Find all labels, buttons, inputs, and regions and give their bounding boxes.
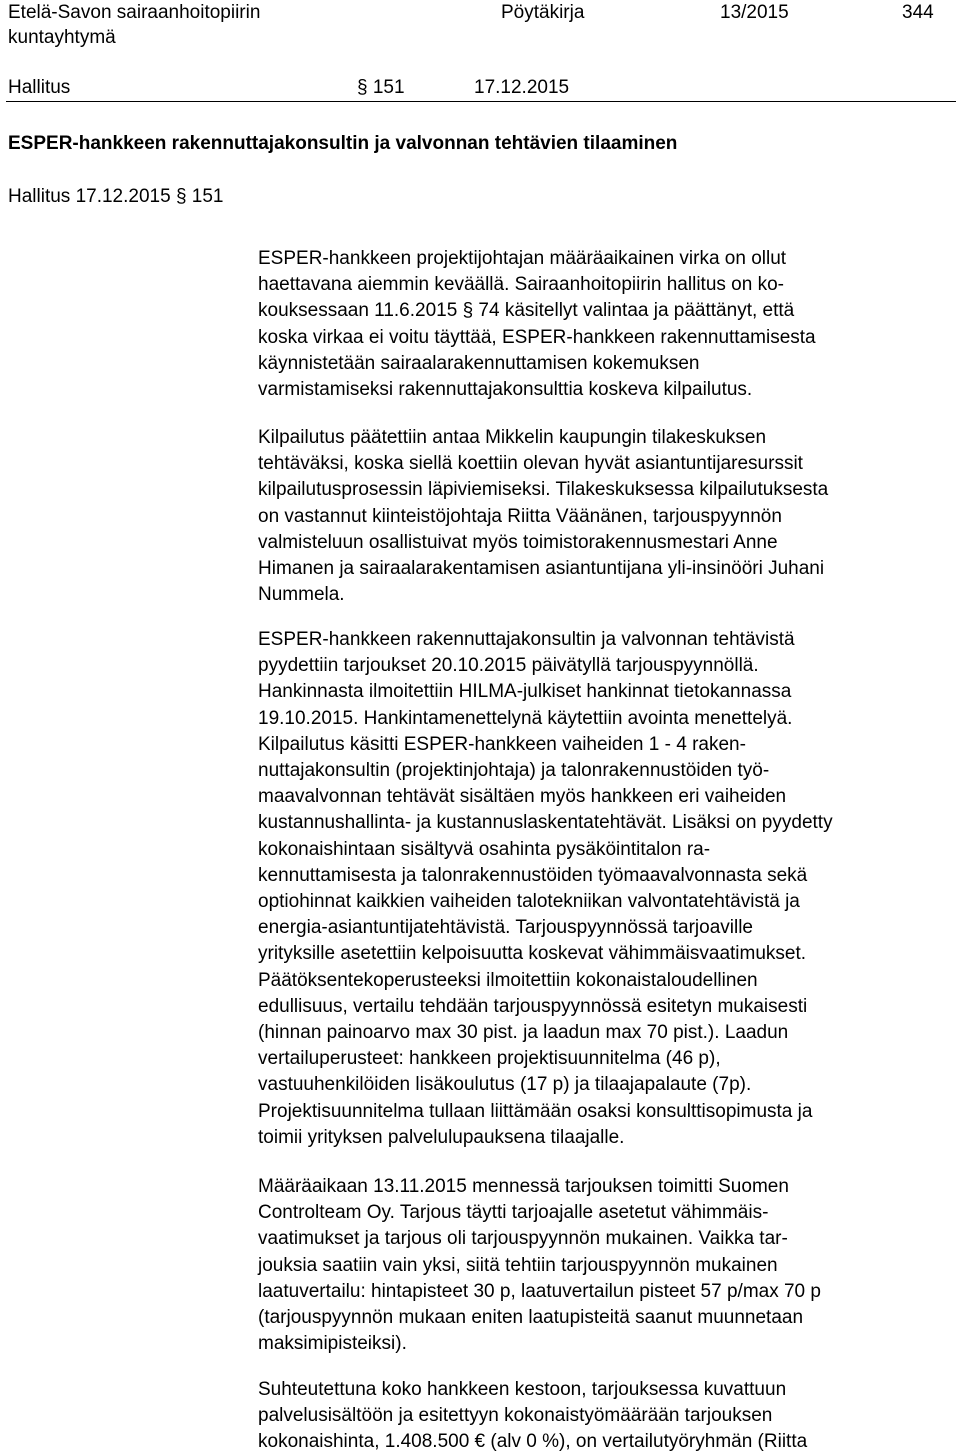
text-line: käynnistetään sairaalarakennuttamisen kokemuksen: [258, 352, 700, 374]
text-line: kilpailutusprosessin läpiviemiseksi. Tilakeskuksessa kilpailutuksesta: [258, 479, 829, 501]
meeting-date: 17.12.2015: [474, 77, 570, 98]
text-line: kouksessaan 11.6.2015 § 74 käsitellyt valintaa ja päättänyt, että: [258, 300, 795, 322]
text-line: Hankinnasta ilmoitettiin HILMA-julkiset hankinnat tietokannassa: [258, 681, 792, 703]
item-title: ESPER-hankkeen rakennuttajakonsultin ja valvonnan tehtävien tilaaminen: [8, 133, 678, 154]
text-line: Projektisuunnitelma tullaan liittämään osaksi konsulttisopimusta ja: [258, 1100, 813, 1122]
text-line: (hinnan painoarvo max 30 pist. ja laadun max 70 pist.). Laadun: [258, 1022, 789, 1044]
text-line: ESPER-hankkeen rakennuttajakonsultin ja valvonnan tehtävistä: [258, 629, 795, 650]
text-line: palvelusisältöön ja esitettyyn kokonaistyömäärään tarjouksen: [258, 1405, 773, 1427]
text-line: Päätöksentekoperusteeksi ilmoitettiin kokonaistaloudellinen: [258, 969, 758, 991]
text-line: toimii yrityksen palvelulupauksena tilaajalle.: [258, 1126, 625, 1148]
paragraph-tendering: [258, 425, 958, 608]
text-line: Määräaikaan 13.11.2015 mennessä tarjouksen toimitti Suomen: [258, 1176, 789, 1197]
text-line: Suhteutettuna koko hankkeen kestoon, tarjouksessa kuvattuun: [258, 1379, 787, 1400]
meeting-board: Hallitus: [8, 77, 71, 98]
text-line: yrityksille asetettiin kelpoisuutta koskevat vähimmäisvaatimukset.: [258, 943, 807, 965]
text-line: (tarjouspyynnön mukaan eniten laatupisteitä saanut muunnetaan: [258, 1307, 804, 1329]
text-line: tehtäväksi, koska siellä koettiin olevan hyvät asiantuntijaresurssit: [258, 453, 803, 475]
text-line: energia-asiantuntijatehtävistä. Tarjouspyynnössä tarjoaville: [258, 917, 753, 939]
text-line: maksimipisteiksi).: [258, 1333, 407, 1355]
text-line: optiohinnat kaikkien vaiheiden talotekniikan valvontatehtävistä ja: [258, 891, 800, 913]
text-line: jouksia saatiin vain yksi, siitä tehtiin tarjouspyynnön mukainen: [258, 1254, 778, 1276]
page-number: 344: [902, 2, 934, 23]
paragraph-price-assessment: [258, 1377, 958, 1456]
text-line: ESPER-hankkeen projektijohtajan määräaikainen virka on ollut: [258, 248, 787, 269]
document-number: 13/2015: [720, 2, 789, 23]
text-line: Himanen ja sairaalarakentamisen asiantuntijana yli-insinööri Juhani: [258, 558, 825, 580]
text-line: kokonaishinta, 1.408.500 € (alv 0 %), on vertailutyöryhmän (Riitta: [258, 1431, 808, 1453]
text-line: kennuttamisesta ja talonrakennustöiden työmaavalvonnasta sekä: [258, 864, 808, 886]
text-line: on vastannut kiinteistöjohtaja Riitta Väänänen, tarjouspyynnön: [258, 505, 782, 527]
text-line: laatuvertailu: hintapisteet 30 p, laatuvertailun pisteet 57 p/max 70 p: [258, 1280, 821, 1302]
paragraph-offer-received: [258, 1174, 958, 1357]
text-line: haettavana aiemmin keväällä. Sairaanhoitopiirin hallitus on ko-: [258, 274, 784, 296]
text-line: Kilpailutus päätettiin antaa Mikkelin kaupungin tilakeskuksen: [258, 427, 767, 448]
text-line: varmistamiseksi rakennuttajakonsulttia koskeva kilpailutus.: [258, 379, 753, 401]
text-line: kokonaishintaan sisältyvä osahinta pysäköintitalon ra-: [258, 838, 711, 860]
text-line: Kilpailutus käsitti ESPER-hankkeen vaiheiden 1 - 4 raken-: [258, 733, 746, 755]
text-line: pyydettiin tarjoukset 20.10.2015 päivätyllä tarjouspyynnöllä.: [258, 655, 759, 677]
text-line: vaatimukset ja tarjous oli tarjouspyynnön mukainen. Vaikka tar-: [258, 1228, 788, 1250]
text-line: 19.10.2015. Hankintamenettelynä käytettiin avointa menettelyä.: [258, 707, 793, 729]
header-divider: [6, 101, 956, 102]
item-reference: Hallitus 17.12.2015 § 151: [8, 186, 224, 207]
organization-line: Etelä-Savon sairaanhoitopiirin: [8, 2, 261, 23]
organization-line: kuntayhtymä: [8, 27, 116, 48]
paragraph-background: [258, 246, 958, 403]
paragraph-request-for-tenders: [258, 627, 958, 1151]
text-line: koska virkaa ei voitu täyttää, ESPER-hankkeen rakennuttamisesta: [258, 326, 816, 348]
text-line: edullisuus, vertailu tehdään tarjouspyynnössä esitetyn mukaisesti: [258, 995, 808, 1017]
meeting-section: § 151: [357, 77, 405, 98]
text-line: Controlteam Oy. Tarjous täytti tarjoajalle asetetut vähimmäis-: [258, 1202, 769, 1224]
text-line: Nummela.: [258, 584, 345, 606]
organization-name: [8, 0, 260, 50]
text-line: vastuuhenkilöiden lisäkoulutus (17 p) ja tilaajapalaute (7p).: [258, 1074, 752, 1096]
document-type: Pöytäkirja: [501, 2, 585, 23]
text-line: kustannushallinta- ja kustannuslaskentatehtävät. Lisäksi on pyydetty: [258, 812, 833, 834]
text-line: vertailuperusteet: hankkeen projektisuunnitelma (46 p),: [258, 1048, 721, 1070]
text-line: nuttajakonsultin (projektinjohtaja) ja talonrakennustöiden työ-: [258, 760, 770, 782]
text-line: valmisteluun osallistuivat myös toimistorakennusmestari Anne: [258, 531, 778, 553]
text-line: maavalvonnan tehtävät sisältäen myös hankkeen eri vaiheiden: [258, 786, 787, 808]
